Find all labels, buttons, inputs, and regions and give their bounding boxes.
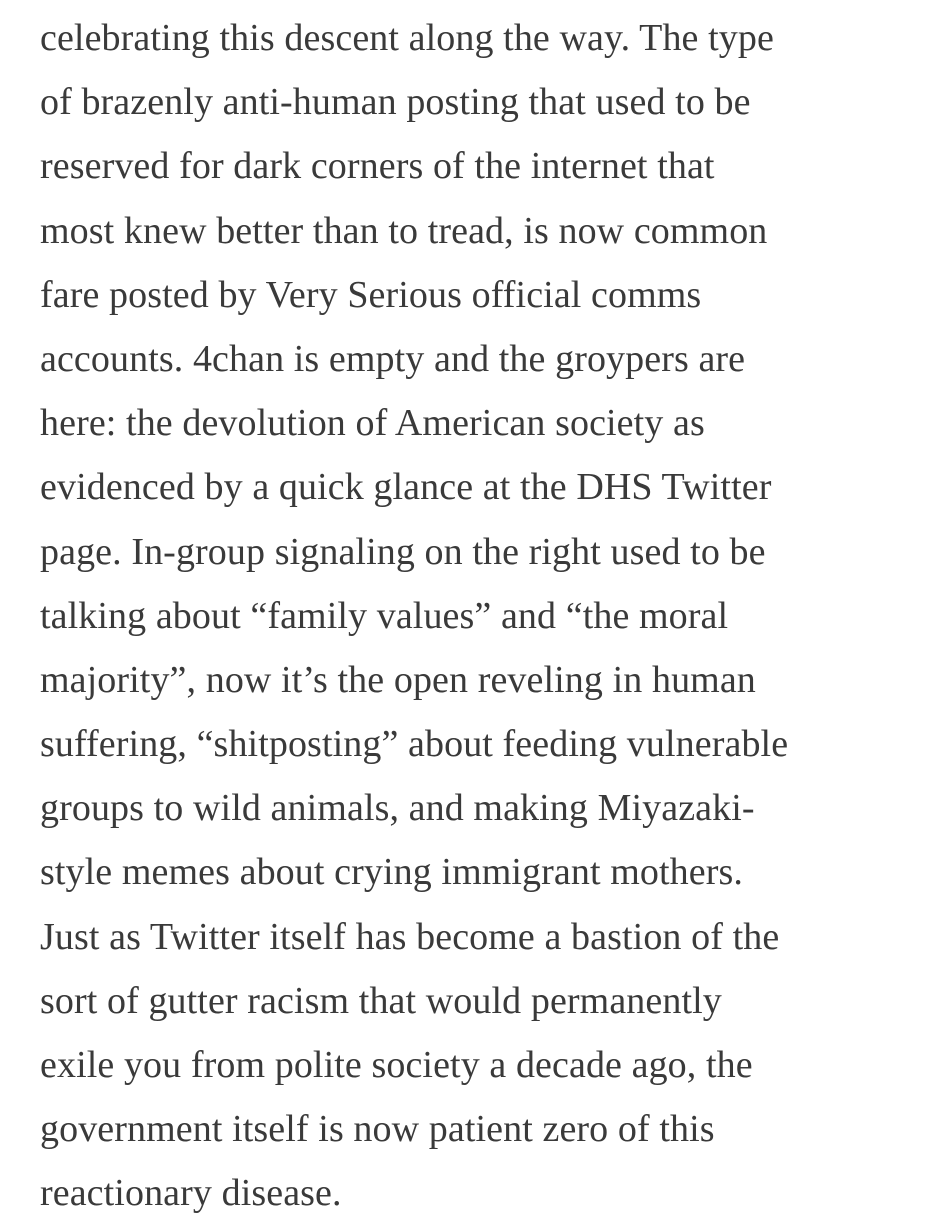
article-body — [40, 6, 920, 1226]
paragraph-line: sort of gutter racism that would permanently — [40, 979, 722, 1022]
paragraph-line: accounts. 4chan is empty and the groypers are — [40, 337, 746, 380]
paragraph-line: evidenced by a quick glance at the DHS Twitter — [40, 466, 772, 509]
paragraph-line: Just as Twitter itself has become a bastion of the — [40, 915, 780, 958]
paragraph-line: groups to wild animals, and making Miyazaki- — [40, 787, 755, 830]
paragraph-line: majority”, now it’s the open reveling in human — [40, 658, 756, 701]
paragraph-line: talking about “family values” and “the moral — [40, 594, 729, 637]
paragraph-line: here: the devolution of American society as — [40, 402, 705, 445]
paragraph-line: fare posted by Very Serious official comms — [40, 273, 702, 316]
paragraph-line: most knew better than to tread, is now common — [40, 209, 768, 252]
paragraph-line: suffering, “shitposting” about feeding vulnerable — [40, 723, 789, 766]
paragraph-line: page. In-group signaling on the right used to be — [40, 530, 766, 573]
paragraph-line: government itself is now patient zero of this — [40, 1108, 715, 1151]
paragraph-line: style memes about crying immigrant mothers. — [40, 851, 743, 894]
paragraph-line: reserved for dark corners of the internet that — [40, 145, 715, 188]
paragraph-line: exile you from polite society a decade ago, the — [40, 1044, 753, 1086]
paragraph-line: of brazenly anti-human posting that used to be — [40, 81, 751, 124]
paragraph-line: reactionary disease. — [40, 1172, 342, 1215]
paragraph-line: celebrating this descent along the way. The type — [40, 17, 774, 59]
